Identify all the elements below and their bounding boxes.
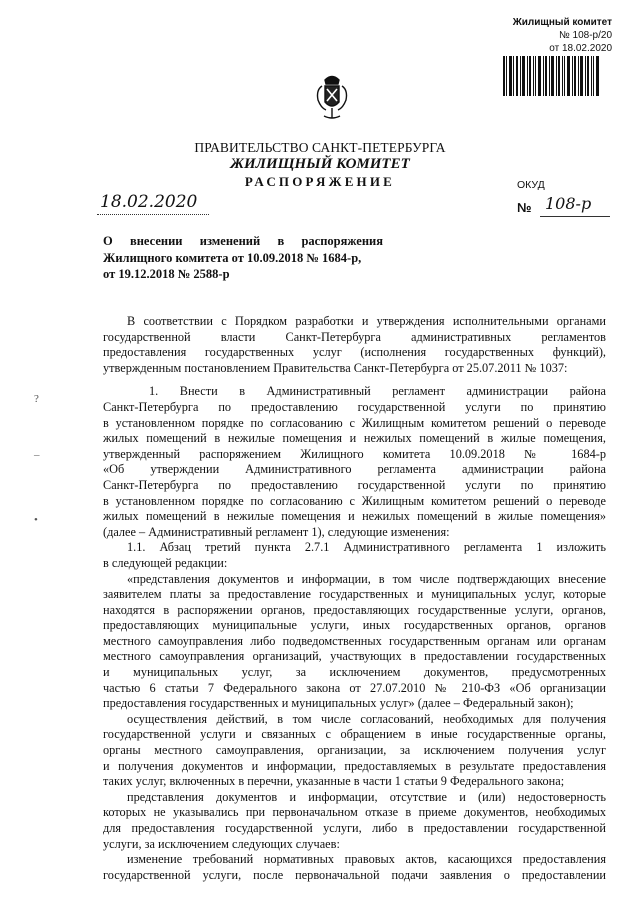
text-line: и получения документов и информации, предоставляемых в результате предоставления bbox=[103, 758, 606, 773]
title-line: О внесении изменений в распоряжения bbox=[103, 234, 383, 248]
registration-stamp bbox=[492, 16, 612, 55]
paragraph-1-1 bbox=[103, 540, 606, 571]
text-line: государственной услуги, после первоначальной подачи заявления о предоставлении bbox=[103, 867, 606, 882]
text-line: заявителем платы за предоставление государственных и муниципальных услуг, которые bbox=[103, 587, 606, 602]
text-line: В соответствии с Порядком разработки и утверждения исполнительными органами bbox=[127, 314, 606, 328]
text-line: местного самоуправления либо подведомственных государственным органам или органам bbox=[103, 633, 606, 648]
date-underline bbox=[97, 214, 209, 215]
text-line: в следующей редакции: bbox=[103, 555, 228, 570]
text-line: жилых помещений в нежилые помещения и нежилых помещений в жилые помещения» bbox=[103, 509, 606, 524]
title-line: Жилищного комитета от 10.09.2018 № 1684-р, bbox=[103, 250, 362, 265]
text-line: представления документов и информации, отсутствие и (или) недостоверность bbox=[127, 789, 606, 804]
stamp-line-1: Жилищный комитет bbox=[512, 17, 612, 28]
quote-paragraph bbox=[103, 572, 606, 712]
text-line: предоставления государственных и муниципальных услуг» (далее – Федеральный закон); bbox=[103, 696, 574, 711]
text-line: (далее – Административный регламент 1), следующие изменения: bbox=[103, 524, 450, 539]
paragraph-1 bbox=[103, 384, 606, 540]
margin-mark: ? bbox=[34, 393, 39, 405]
text-line: услуги, за исключением следующих случаев: bbox=[103, 836, 340, 851]
text-line: таких услуг, включенных в перечни, указанные в части 1 статьи 9 Федерального закона; bbox=[103, 774, 565, 789]
text-line: Санкт-Петербурга по предоставлению государственной услуги по принятию bbox=[103, 399, 606, 414]
text-line: государственной власти Санкт-Петербурга административных регламентов bbox=[103, 329, 606, 344]
stamp-line-2: № 108-р/20 bbox=[559, 30, 612, 41]
document-title bbox=[103, 233, 383, 283]
text-line: находятся в распоряжении органов, предоставляющих государственные услуги, органов, bbox=[103, 602, 606, 617]
text-line: утвержденный распоряжением Жилищного комитета 10.09.2018 № 1684-р bbox=[103, 446, 606, 461]
text-line: органы местного самоуправления, организации, за исключением получения услуг bbox=[103, 743, 606, 758]
text-line: изменение требований нормативных правовых актов, касающихся предоставления bbox=[127, 852, 606, 867]
text-line: и муниципальных услуг, за исключением документов, предусмотренных bbox=[103, 665, 606, 680]
handwritten-number: 108-р bbox=[545, 194, 592, 213]
document-body bbox=[103, 314, 606, 883]
text-line: для предоставления государственной услуги, либо в предоставлении государственной bbox=[103, 821, 606, 835]
title-line: от 19.12.2018 № 2588-р bbox=[103, 267, 230, 281]
committee-header: ЖИЛИЩНЫЙ КОМИТЕТ bbox=[230, 156, 410, 172]
number-underline bbox=[540, 216, 610, 217]
document-type: РАСПОРЯЖЕНИЕ bbox=[244, 174, 396, 189]
number-label: № bbox=[517, 200, 532, 215]
margin-mark: • bbox=[34, 514, 38, 526]
text-line: местного самоуправления организаций, участвующих в предоставлении государственных bbox=[103, 649, 606, 664]
actions-paragraph bbox=[103, 712, 606, 790]
change-paragraph bbox=[103, 852, 606, 883]
text-line: предоставляющих муниципальные услуги, иных государственных органов, органов bbox=[103, 618, 606, 633]
margin-mark: – bbox=[34, 449, 40, 461]
text-line: 1. Внести в Административный регламент администрации района bbox=[149, 384, 606, 399]
stamp-line-3: от 18.02.2020 bbox=[549, 43, 612, 54]
text-line: государственной услуги и связанных с обращением в иные государственные органы, bbox=[103, 727, 606, 742]
text-line: которых не указывались при первоначальном отказе в приеме документов, необходимых bbox=[103, 805, 606, 820]
text-line: частью 6 статьи 7 Федерального закона от 27.07.2010 № 210-ФЗ «Об организации bbox=[103, 680, 606, 695]
text-line: предоставления государственных услуг (исполнения государственных функций), bbox=[103, 345, 606, 360]
text-line: утвержденным постановлением Правительства Санкт-Петербурга от 25.07.2011 № 1037: bbox=[103, 360, 568, 375]
intro-paragraph bbox=[103, 314, 606, 376]
documents-paragraph bbox=[103, 790, 606, 852]
okud-label: ОКУД bbox=[517, 179, 545, 191]
coat-of-arms-emblem bbox=[312, 72, 352, 122]
text-line: «представления документов и информации, в том числе подтверждающих внесение bbox=[127, 571, 606, 586]
text-line: «Об утверждении Административного регламента администрации района bbox=[103, 462, 606, 477]
barcode bbox=[503, 56, 599, 96]
text-line: жилых помещений в нежилые помещения и нежилых помещений в жилые помещения, bbox=[103, 431, 606, 446]
text-line: осуществления действий, в том числе согласований, необходимых для получения bbox=[127, 711, 606, 726]
text-line: 1.1. Абзац третий пункта 2.7.1 Административного регламента 1 изложить bbox=[127, 540, 606, 555]
government-header: ПРАВИТЕЛЬСТВО САНКТ-ПЕТЕРБУРГА bbox=[194, 140, 446, 155]
text-line: в установленном порядке по согласованию с Жилищным комитетом решений о переводе bbox=[103, 415, 606, 430]
handwritten-date: 18.02.2020 bbox=[100, 192, 198, 212]
text-line: Санкт-Петербурга по предоставлению государственной услуги по принятию bbox=[103, 477, 606, 492]
text-line: в установленном порядке по согласованию с Жилищным комитетом решений о переводе bbox=[103, 493, 606, 508]
